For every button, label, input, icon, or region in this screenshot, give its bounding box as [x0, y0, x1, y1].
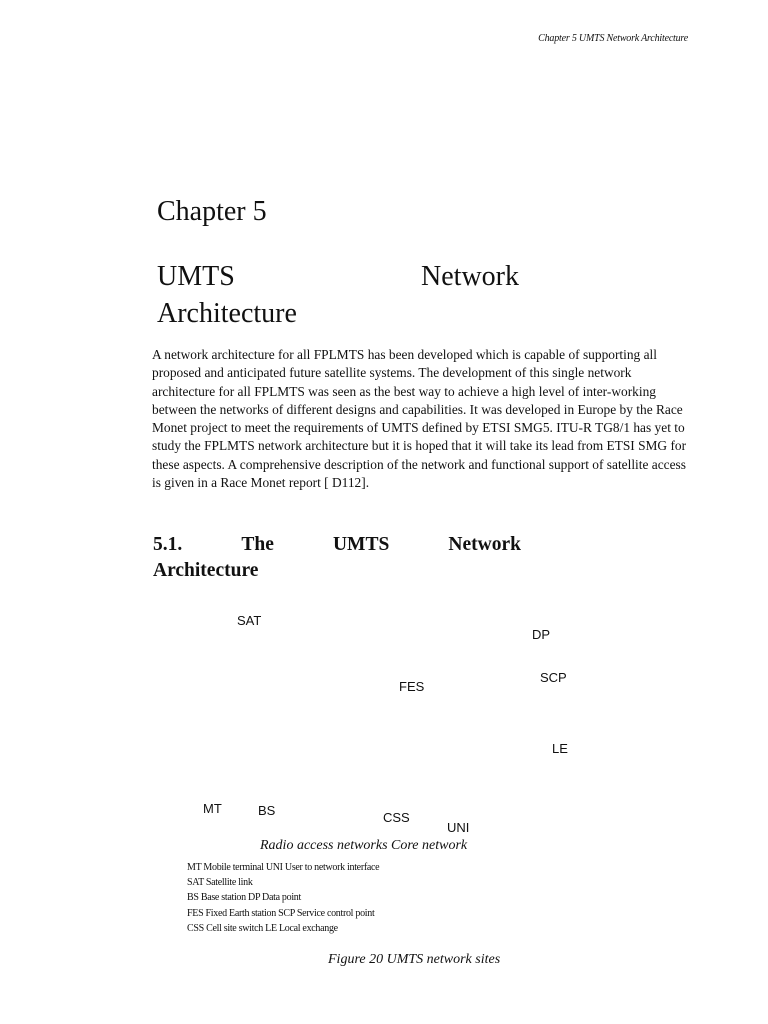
diagram-legend: [187, 860, 379, 936]
section-heading-line1: [153, 532, 521, 558]
section-word-network: Network: [448, 534, 521, 555]
section-heading: [153, 532, 521, 584]
section-word-the: The: [241, 534, 274, 555]
label-uni: UNI: [447, 820, 470, 835]
chapter-title-word-umts: UMTS: [157, 261, 235, 292]
section-heading-line2: Architecture: [153, 560, 259, 581]
label-bs: BS: [258, 803, 276, 818]
chapter-number: Chapter 5: [157, 196, 267, 227]
label-sat: SAT: [237, 613, 262, 628]
label-scp: SCP: [540, 670, 567, 685]
section-word-umts: UMTS: [332, 534, 390, 555]
legend-line: FES Fixed Earth station SCP Service control point: [187, 907, 375, 919]
legend-line: SAT Satellite link: [187, 877, 253, 889]
label-fes: FES: [399, 679, 425, 694]
running-header: Chapter 5 UMTS Network Architecture: [538, 33, 688, 44]
chapter-title-word-network: Network: [421, 261, 519, 292]
section-number: 5.1.: [153, 534, 183, 555]
chapter-title: [157, 258, 519, 332]
diagram-caption: Radio access networks Core network: [260, 838, 468, 853]
label-le: LE: [552, 741, 568, 756]
chapter-title-line2: Architecture: [157, 298, 297, 329]
legend-line: CSS Cell site switch LE Local exchange: [187, 922, 338, 934]
figure-caption: Figure 20 UMTS network sites: [328, 952, 501, 967]
legend-line: MT Mobile terminal UNI User to network interface: [187, 862, 380, 873]
label-css: CSS: [383, 810, 410, 825]
label-mt: MT: [203, 801, 222, 816]
legend-line: BS Base station DP Data point: [187, 892, 301, 904]
chapter-title-line1: [157, 258, 519, 295]
intro-paragraph: A network architecture for all FPLMTS has been developed which is capable of supporting all proposed and anticipated future satellite systems. The development of this single network architecture for all FPLMTS was seen as the best way to achieve a high level of inter-working between the networks of different designs and capabilities. It was developed in Europe by the Race Monet project to meet the requirements of UMTS defined by ETSI SMG5. ITU-R TG8/1 has yet to study the FPLMTS network architecture but it is hoped that it will take its lead from ETSI SMG for these aspects. A comprehensive description of the network and functional support of satellite access is given in a Race Monet report [ D112].: [152, 347, 687, 491]
label-dp: DP: [532, 627, 551, 642]
